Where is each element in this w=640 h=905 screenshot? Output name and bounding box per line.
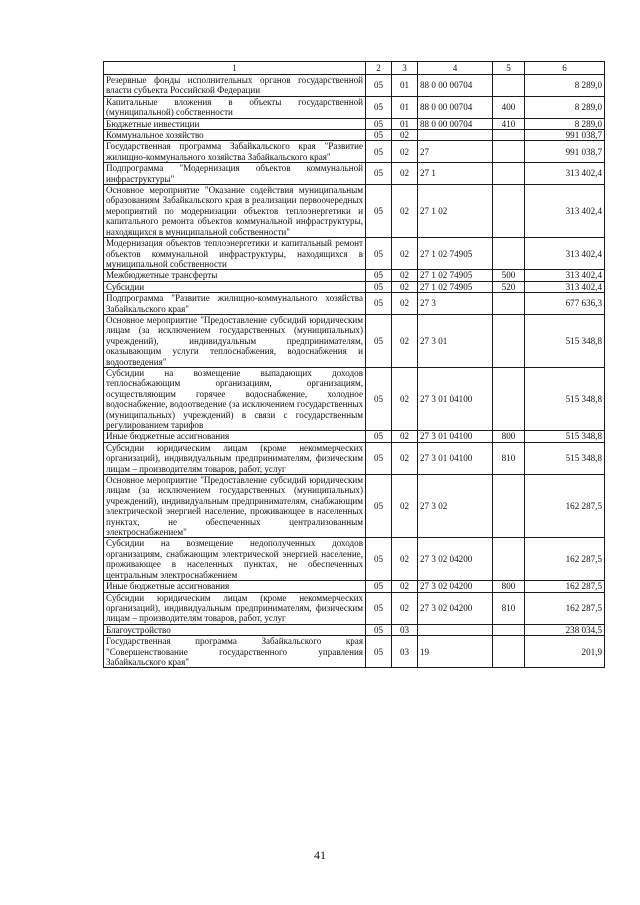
table-row <box>104 185 605 238</box>
row-name-cell: Подпрограмма "Развитие жилищно-коммунального хозяйства Забайкальского края" <box>104 293 366 315</box>
row-name-cell: Субсидии <box>104 281 366 292</box>
row-vr-cell: 810 <box>493 592 525 624</box>
row-name-cell: Межбюджетные трансферты <box>104 270 366 281</box>
row-razdel-cell: 05 <box>366 96 392 118</box>
row-csr-cell: 27 3 <box>418 293 493 315</box>
budget-table <box>103 61 605 668</box>
row-name-cell: Основное мероприятие "Предоставление субсидий юридическим лицам (за исключением государственных (муниципальных) учреждений), индивидуальным предпринимателям, снабжающим электрической энергией население, проживающее в населенных пунктах, не обеспеченных централизованным электроснабжением" <box>104 475 366 538</box>
row-name-cell: Благоустройство <box>104 624 366 635</box>
row-csr-cell: 27 3 02 <box>418 475 493 538</box>
row-csr-cell: 27 1 02 74905 <box>418 281 493 292</box>
row-podrazdel-cell: 02 <box>392 442 418 474</box>
row-name-cell: Капитальные вложения в объекты государственной (муниципальной) собственности <box>104 96 366 118</box>
row-name-cell: Модернизация объектов теплоэнергетики и капитальный ремонт объектов коммунальной инфраструктуры, находящихся в муниципальной собственности <box>104 238 366 270</box>
header-col-3: 3 <box>392 62 418 75</box>
row-sum-cell: 313 402,4 <box>525 163 605 185</box>
row-sum-cell: 515 348,8 <box>525 314 605 367</box>
row-sum-cell: 162 287,5 <box>525 475 605 538</box>
row-csr-cell: 27 1 02 74905 <box>418 238 493 270</box>
row-podrazdel-cell: 03 <box>392 624 418 635</box>
row-csr-cell: 27 1 02 74905 <box>418 270 493 281</box>
row-name-cell: Субсидии юридическим лицам (кроме некоммерческих организаций), индивидуальным предпринимателям, физическим лицам – производителям товаров, работ, услуг <box>104 592 366 624</box>
row-razdel-cell: 05 <box>366 141 392 163</box>
row-name-cell: Основное мероприятие "Оказание содействия муниципальным образованиям Забайкальского края в реализации первоочередных мероприятий по модернизации объектов теплоэнергетики и капитального ремонта объектов коммунальной инфраструктуры, находящихся в муниципальной собственности" <box>104 185 366 238</box>
row-razdel-cell: 05 <box>366 636 392 668</box>
row-sum-cell: 201,9 <box>525 636 605 668</box>
row-podrazdel-cell: 02 <box>392 281 418 292</box>
row-podrazdel-cell: 02 <box>392 581 418 592</box>
table-row <box>104 293 605 315</box>
row-razdel-cell: 05 <box>366 130 392 141</box>
row-sum-cell: 8 289,0 <box>525 75 605 97</box>
row-sum-cell: 515 348,8 <box>525 431 605 442</box>
row-vr-cell <box>493 163 525 185</box>
row-vr-cell: 410 <box>493 118 525 129</box>
row-csr-cell: 27 3 01 04100 <box>418 431 493 442</box>
row-podrazdel-cell: 02 <box>392 270 418 281</box>
table-row <box>104 475 605 538</box>
row-razdel-cell: 05 <box>366 281 392 292</box>
table-row <box>104 270 605 281</box>
page-number: 41 <box>314 848 326 862</box>
row-csr-cell: 27 3 02 04200 <box>418 538 493 581</box>
row-csr-cell: 27 3 02 04200 <box>418 592 493 624</box>
row-csr-cell: 27 3 01 <box>418 314 493 367</box>
row-csr-cell: 27 3 02 04200 <box>418 581 493 592</box>
row-csr-cell: 27 3 01 04100 <box>418 367 493 430</box>
row-sum-cell: 8 289,0 <box>525 118 605 129</box>
row-podrazdel-cell: 02 <box>392 238 418 270</box>
row-vr-cell <box>493 314 525 367</box>
row-razdel-cell: 05 <box>366 442 392 474</box>
row-podrazdel-cell: 02 <box>392 130 418 141</box>
row-vr-cell <box>493 238 525 270</box>
table-row <box>104 281 605 292</box>
table-row <box>104 538 605 581</box>
row-vr-cell <box>493 130 525 141</box>
header-col-6: 6 <box>525 62 605 75</box>
row-vr-cell <box>493 185 525 238</box>
table-row <box>104 442 605 474</box>
row-podrazdel-cell: 02 <box>392 141 418 163</box>
table-row <box>104 624 605 635</box>
table-row <box>104 75 605 97</box>
row-podrazdel-cell: 02 <box>392 538 418 581</box>
row-vr-cell: 800 <box>493 431 525 442</box>
row-name-cell: Государственная программа Забайкальского края "Совершенствование государственного управления Забайкальского края" <box>104 636 366 668</box>
table-row <box>104 431 605 442</box>
row-razdel-cell: 05 <box>366 475 392 538</box>
row-vr-cell: 500 <box>493 270 525 281</box>
row-podrazdel-cell: 02 <box>392 431 418 442</box>
row-podrazdel-cell: 02 <box>392 475 418 538</box>
header-col-5: 5 <box>493 62 525 75</box>
row-vr-cell <box>493 367 525 430</box>
table-row <box>104 141 605 163</box>
row-vr-cell: 800 <box>493 581 525 592</box>
row-csr-cell: 88 0 00 00704 <box>418 75 493 97</box>
row-csr-cell <box>418 130 493 141</box>
table-row <box>104 96 605 118</box>
header-col-2: 2 <box>366 62 392 75</box>
row-sum-cell: 313 402,4 <box>525 270 605 281</box>
row-vr-cell <box>493 538 525 581</box>
row-name-cell: Бюджетные инвестиции <box>104 118 366 129</box>
row-vr-cell <box>493 624 525 635</box>
row-vr-cell: 520 <box>493 281 525 292</box>
row-csr-cell: 27 <box>418 141 493 163</box>
row-sum-cell: 515 348,8 <box>525 367 605 430</box>
row-razdel-cell: 05 <box>366 592 392 624</box>
table-row <box>104 581 605 592</box>
row-podrazdel-cell: 01 <box>392 96 418 118</box>
row-csr-cell: 27 1 <box>418 163 493 185</box>
row-name-cell: Иные бюджетные ассигнования <box>104 581 366 592</box>
row-name-cell: Субсидии на возмещение недополученных доходов организациям, снабжающим электрической энергией население, проживающее в населенных пунктах, не обеспеченных центральным электроснабжением <box>104 538 366 581</box>
table-row <box>104 314 605 367</box>
row-csr-cell: 27 1 02 <box>418 185 493 238</box>
row-name-cell: Иные бюджетные ассигнования <box>104 431 366 442</box>
row-name-cell: Подпрограмма "Модернизация объектов коммунальной инфраструктуры" <box>104 163 366 185</box>
row-podrazdel-cell: 02 <box>392 185 418 238</box>
row-razdel-cell: 05 <box>366 270 392 281</box>
row-name-cell: Коммунальное хозяйство <box>104 130 366 141</box>
row-name-cell: Резервные фонды исполнительных органов государственной власти субъекта Российской Федерации <box>104 75 366 97</box>
row-name-cell: Субсидии юридическим лицам (кроме некоммерческих организаций), индивидуальным предпринимателям, физическим лицам – производителям товаров, работ, услуг <box>104 442 366 474</box>
row-razdel-cell: 05 <box>366 163 392 185</box>
row-razdel-cell: 05 <box>366 581 392 592</box>
row-sum-cell: 515 348,8 <box>525 442 605 474</box>
row-sum-cell: 991 038,7 <box>525 130 605 141</box>
row-vr-cell <box>493 141 525 163</box>
row-razdel-cell: 05 <box>366 314 392 367</box>
table-row <box>104 367 605 430</box>
row-vr-cell <box>493 636 525 668</box>
row-podrazdel-cell: 02 <box>392 314 418 367</box>
row-vr-cell: 810 <box>493 442 525 474</box>
row-sum-cell: 313 402,4 <box>525 185 605 238</box>
row-sum-cell: 162 287,5 <box>525 538 605 581</box>
row-vr-cell <box>493 475 525 538</box>
row-razdel-cell: 05 <box>366 75 392 97</box>
row-razdel-cell: 05 <box>366 293 392 315</box>
row-csr-cell: 27 3 01 04100 <box>418 442 493 474</box>
header-col-1: 1 <box>104 62 366 75</box>
row-razdel-cell: 05 <box>366 624 392 635</box>
table-row <box>104 636 605 668</box>
row-vr-cell <box>493 75 525 97</box>
row-csr-cell: 88 0 00 00704 <box>418 96 493 118</box>
row-razdel-cell: 05 <box>366 367 392 430</box>
row-razdel-cell: 05 <box>366 118 392 129</box>
row-sum-cell: 991 038,7 <box>525 141 605 163</box>
row-razdel-cell: 05 <box>366 185 392 238</box>
row-sum-cell: 313 402,4 <box>525 281 605 292</box>
row-csr-cell: 88 0 00 00704 <box>418 118 493 129</box>
row-podrazdel-cell: 02 <box>392 367 418 430</box>
table-row <box>104 130 605 141</box>
row-sum-cell: 162 287,5 <box>525 592 605 624</box>
row-csr-cell: 19 <box>418 636 493 668</box>
row-razdel-cell: 05 <box>366 431 392 442</box>
row-name-cell: Основное мероприятие "Предоставление субсидий юридическим лицам (за исключением государственных (муниципальных) учреждений), индивидуальным предпринимателям, оказывающим услуги теплоснабжения, водоснабжения и водоотведения" <box>104 314 366 367</box>
row-podrazdel-cell: 02 <box>392 163 418 185</box>
table-row <box>104 163 605 185</box>
table-header-row <box>104 62 605 75</box>
row-csr-cell <box>418 624 493 635</box>
row-name-cell: Государственная программа Забайкальского края "Развитие жилищно-коммунального хозяйства Забайкальского края" <box>104 141 366 163</box>
row-vr-cell <box>493 293 525 315</box>
row-sum-cell: 238 034,5 <box>525 624 605 635</box>
row-sum-cell: 162 287,5 <box>525 581 605 592</box>
row-podrazdel-cell: 01 <box>392 118 418 129</box>
row-sum-cell: 313 402,4 <box>525 238 605 270</box>
budget-table-body <box>104 62 605 668</box>
row-sum-cell: 8 289,0 <box>525 96 605 118</box>
table-row <box>104 238 605 270</box>
table-row <box>104 118 605 129</box>
row-sum-cell: 677 636,3 <box>525 293 605 315</box>
row-vr-cell: 400 <box>493 96 525 118</box>
row-podrazdel-cell: 02 <box>392 592 418 624</box>
row-podrazdel-cell: 01 <box>392 75 418 97</box>
header-col-4: 4 <box>418 62 493 75</box>
row-podrazdel-cell: 03 <box>392 636 418 668</box>
row-razdel-cell: 05 <box>366 238 392 270</box>
row-razdel-cell: 05 <box>366 538 392 581</box>
row-podrazdel-cell: 02 <box>392 293 418 315</box>
row-name-cell: Субсидии на возмещение выпадающих доходов теплоснабжающим организациям, организациям, осуществляющим горячее водоснабжение, холодное водоснабжение, водоотведение (за исключением государственных (муниципальных) учреждений) в связи с государственным регулированием тарифов <box>104 367 366 430</box>
table-row <box>104 592 605 624</box>
